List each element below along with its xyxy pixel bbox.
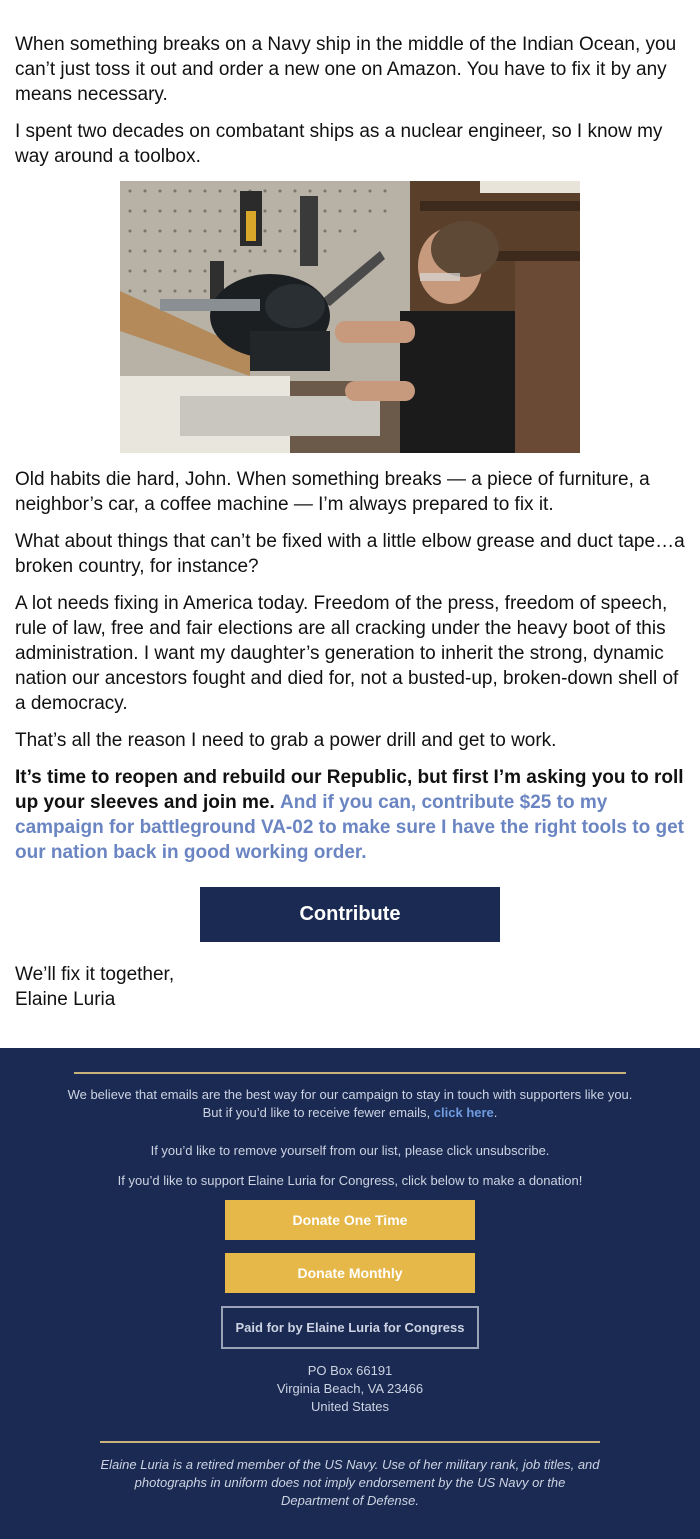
workshop-photo — [120, 181, 580, 453]
donate-one-time-button[interactable]: Donate One Time — [225, 1200, 475, 1240]
photo-container — [15, 181, 685, 453]
paragraph-needs-fixing: A lot needs fixing in America today. Freedom of the press, freedom of speech, rule of law, free and fair elections are all cracking under the heavy boot of this administration. I want my daughter’s generation to inherit the strong, dynamic nation our ancestors fought and died for, not a busted-up, broken-down shell of a democracy. — [15, 593, 679, 714]
paragraph-toolbox: I spent two decades on combatant ships as a nuclear engineer, so I know my way around a toolbox. — [15, 121, 663, 167]
footer-divider-top — [74, 1072, 626, 1074]
address-line: Virginia Beach, VA 23466 — [276, 1381, 424, 1396]
paragraph-power-drill: That’s all the reason I need to grab a power drill and get to work. — [15, 730, 557, 751]
footer-divider-bottom — [100, 1441, 600, 1443]
contribute-link[interactable]: And if you can, contribute $25 to my campaign for battleground VA-02 to make sure I have the right tools to get our nation back in good working order. — [15, 792, 684, 863]
paragraph-old-habits: Old habits die hard, John. When something breaks — a piece of furniture, a neighbor’s car, a coffee machine — I’m always prepared to fix it. — [15, 469, 650, 515]
mailing-address — [200, 1362, 500, 1416]
support-text: If you’d like to support Elaine Luria for Congress, click below to make a donation! — [117, 1173, 583, 1188]
fewer-emails-text: We believe that emails are the best way for our campaign to stay in touch with supporters like you. But if you’d like to receive fewer emails, — [67, 1087, 633, 1120]
email-footer — [0, 1048, 700, 1539]
fewer-emails-end: . — [493, 1105, 498, 1120]
paragraph-ask — [15, 765, 685, 865]
donate-monthly-button[interactable]: Donate Monthly — [225, 1253, 475, 1293]
signoff — [15, 962, 685, 1012]
signoff-line: We’ll fix it together, — [15, 964, 175, 985]
paid-for-disclaimer: Paid for by Elaine Luria for Congress — [221, 1306, 479, 1349]
military-disclaimer: Elaine Luria is a retired member of the US Navy. Use of her military rank, job titles, and photographs in uniform does not imply endorsement by the US Navy or the Department of Defense. — [100, 1457, 600, 1508]
contribute-button[interactable]: Contribute — [200, 887, 500, 942]
ask-bold-text: It’s time to reopen and rebuild our Republic, but first I’m asking you to roll up your sleeves and join me. — [15, 767, 684, 813]
address-line: PO Box 66191 — [307, 1363, 393, 1378]
unsubscribe-text: If you’d like to remove yourself from our list, please click unsubscribe. — [150, 1143, 550, 1158]
fewer-emails-link[interactable]: click here — [433, 1105, 494, 1120]
signature-name: Elaine Luria — [15, 989, 116, 1010]
paragraph-broken-country: What about things that can’t be fixed with a little elbow grease and duct tape…a broken country, for instance? — [15, 531, 685, 577]
fewer-emails-notice — [60, 1086, 640, 1122]
address-line: United States — [310, 1399, 390, 1414]
cta-container — [15, 887, 685, 942]
paragraph-navy-ship: When something breaks on a Navy ship in the middle of the Indian Ocean, you can’t just toss it out and order a new one on Amazon. You have to fix it by any means necessary. — [15, 34, 677, 105]
